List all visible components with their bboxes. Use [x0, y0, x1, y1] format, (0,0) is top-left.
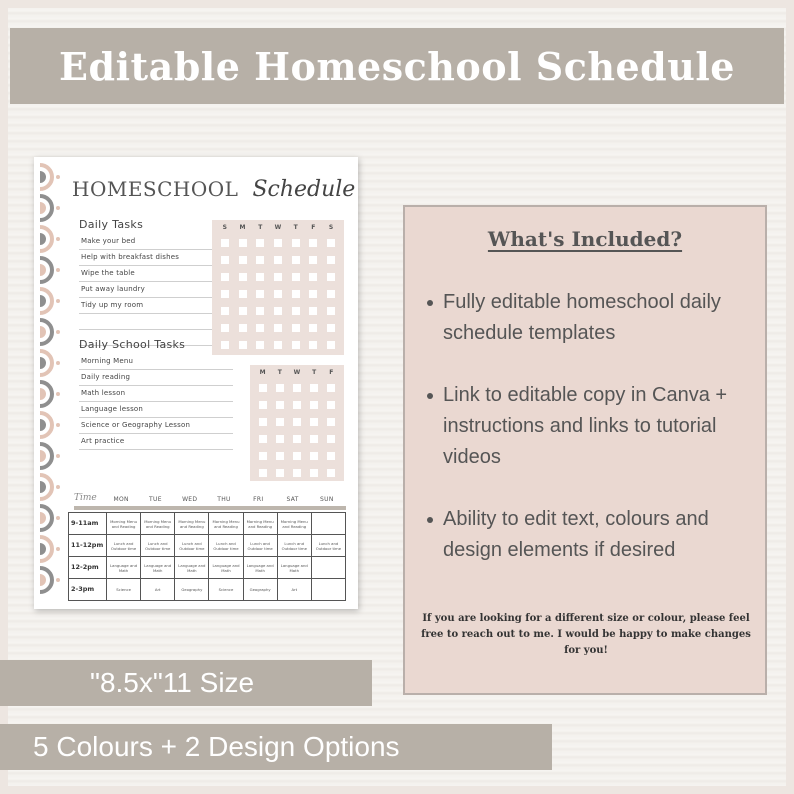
list-item: Put away laundry: [79, 282, 231, 298]
week-day-headers: [104, 496, 344, 503]
tracker-checkbox: [276, 469, 284, 477]
whats-included-panel: [403, 205, 767, 695]
tracker-checkbox: [309, 341, 317, 349]
tracker-day: M: [259, 369, 266, 376]
tracker-checkbox: [293, 384, 301, 392]
schedule-cell: Language and Math: [243, 557, 277, 579]
week-day: MON: [113, 496, 129, 503]
arch-dot: [56, 299, 60, 303]
tracker-checkbox: [256, 239, 264, 247]
tracker-row: [254, 384, 340, 392]
tracker-checkbox: [327, 341, 335, 349]
rainbow-arch-decoration: [34, 157, 64, 609]
schedule-cell: Geography: [175, 579, 209, 601]
tracker-row: [216, 256, 340, 264]
schedule-cell: Language and Math: [107, 557, 141, 579]
list-item: Wipe the table: [79, 266, 231, 282]
tracker-checkbox: [327, 307, 335, 315]
tracker-checkbox: [239, 290, 247, 298]
tracker-checkbox: [293, 401, 301, 409]
tracker-checkbox: [259, 384, 267, 392]
tracker-day: W: [274, 224, 282, 231]
schedule-sheet-preview: [34, 157, 358, 609]
tracker-checkbox: [327, 469, 335, 477]
list-item: Math lesson: [79, 386, 233, 402]
tracker-checkbox: [221, 273, 229, 281]
arch-dot: [56, 361, 60, 365]
arch-dot: [56, 330, 60, 334]
tracker-checkbox: [327, 239, 335, 247]
tracker-checkbox: [309, 307, 317, 315]
tracker-checkbox: [221, 290, 229, 298]
schedule-cell: Art: [277, 579, 311, 601]
arch-dot: [56, 175, 60, 179]
tracker-row: [254, 469, 340, 477]
week-day: WED: [182, 496, 198, 503]
tracker-checkbox: [309, 256, 317, 264]
tracker-checkbox: [259, 418, 267, 426]
schedule-cell: Lunch and Outdoor time: [141, 535, 175, 557]
schedule-cell: Morning Menu and Reading: [243, 513, 277, 535]
tracker-checkbox: [327, 401, 335, 409]
table-row: [69, 535, 346, 557]
tracker-day: T: [258, 224, 263, 231]
tracker-day: T: [277, 369, 282, 376]
schedule-cell: [311, 513, 345, 535]
schedule-cell: Language and Math: [209, 557, 243, 579]
tracker-checkbox: [293, 418, 301, 426]
tracker-checkbox: [256, 324, 264, 332]
title-banner: [10, 28, 784, 104]
tracker-checkbox: [309, 239, 317, 247]
options-banner: [0, 724, 552, 770]
tracker-checkbox: [256, 273, 264, 281]
banner-title: Editable Homeschool Schedule: [59, 43, 735, 89]
tracker-checkbox: [274, 273, 282, 281]
tracker-checkbox: [309, 324, 317, 332]
schedule-cell: Language and Math: [141, 557, 175, 579]
week-day: THU: [217, 496, 231, 503]
arch-fill: [40, 481, 46, 493]
arch-dot: [56, 206, 60, 210]
included-bullet-list: [425, 287, 745, 597]
tracker-row: [254, 418, 340, 426]
tracker-row: [216, 341, 340, 349]
school-tasks-heading: Daily School Tasks: [79, 338, 186, 351]
list-item: Science or Geography Lesson: [79, 418, 233, 434]
tracker-checkbox: [274, 256, 282, 264]
tracker-row: [216, 307, 340, 315]
schedule-cell: Art: [141, 579, 175, 601]
tracker-day: S: [222, 224, 227, 231]
tracker-checkbox: [274, 324, 282, 332]
tracker-checkbox: [310, 401, 318, 409]
arch-dot: [56, 237, 60, 241]
arch-fill: [40, 295, 46, 307]
tracker-checkbox: [292, 239, 300, 247]
schedule-cell: Lunch and Outdoor time: [243, 535, 277, 557]
list-item: Make your bed: [79, 234, 231, 250]
arch-dot: [56, 268, 60, 272]
arch-dot: [56, 454, 60, 458]
list-item: Tidy up my room: [79, 298, 231, 314]
arch-fill: [40, 357, 46, 369]
custom-request-note: If you are looking for a different size or colour, please feel free to reach out to me. I would be happy to make changes for you!: [421, 613, 751, 656]
tracker-checkbox: [293, 452, 301, 460]
tracker-row: [216, 324, 340, 332]
tracker-checkbox: [292, 273, 300, 281]
schedule-cell: Lunch and Outdoor time: [277, 535, 311, 557]
sheet-title-schedule: Schedule: [252, 177, 356, 202]
week-day: FRI: [253, 496, 264, 503]
arch-dot: [56, 423, 60, 427]
tracker-checkbox: [276, 418, 284, 426]
tracker-checkbox: [292, 341, 300, 349]
tracker-checkbox: [274, 307, 282, 315]
daily-tasks-heading: Daily Tasks: [79, 218, 144, 231]
tracker-checkbox: [309, 273, 317, 281]
school-tasks-list: [79, 354, 233, 450]
tracker-checkbox: [274, 239, 282, 247]
tracker-checkbox: [221, 324, 229, 332]
size-banner: [0, 660, 372, 706]
schedule-cell: Morning Menu and Reading: [209, 513, 243, 535]
tracker-checkbox: [256, 256, 264, 264]
tracker-day: T: [293, 224, 298, 231]
daily-tasks-tracker: [212, 220, 344, 355]
arch-fill: [40, 543, 46, 555]
tracker-checkbox: [276, 452, 284, 460]
tracker-checkbox: [239, 239, 247, 247]
tracker-checkbox: [259, 435, 267, 443]
tracker-days: [212, 220, 344, 231]
list-item: Daily reading: [79, 370, 233, 386]
list-item: Language lesson: [79, 402, 233, 418]
schedule-cell: [311, 579, 345, 601]
week-day: SUN: [320, 496, 334, 503]
arch-fill: [40, 233, 46, 245]
tracker-checkbox: [221, 341, 229, 349]
arch-dot: [56, 392, 60, 396]
tracker-checkbox: [239, 256, 247, 264]
schedule-cell: [311, 557, 345, 579]
tracker-checkbox: [256, 307, 264, 315]
arch-fill: [40, 419, 46, 431]
tracker-checkbox: [239, 307, 247, 315]
tracker-checkbox: [276, 384, 284, 392]
tracker-row: [216, 273, 340, 281]
tracker-checkbox: [256, 290, 264, 298]
tracker-checkbox-grid: [212, 231, 344, 349]
tracker-checkbox: [256, 341, 264, 349]
tracker-day: S: [328, 224, 334, 231]
tracker-day: F: [311, 224, 316, 231]
tracker-checkbox: [221, 239, 229, 247]
schedule-cell: Lunch and Outdoor time: [311, 535, 345, 557]
tracker-checkbox: [292, 290, 300, 298]
list-item: Help with breakfast dishes: [79, 250, 231, 266]
tracker-checkbox: [310, 452, 318, 460]
arch-fill: [40, 171, 46, 183]
tracker-checkbox: [259, 401, 267, 409]
table-row: [69, 579, 346, 601]
arch-fill: [40, 512, 46, 524]
tracker-checkbox: [293, 435, 301, 443]
options-label: 5 Colours + 2 Design Options: [33, 731, 400, 762]
weekly-schedule-table: [68, 512, 346, 601]
week-header-bar: [74, 506, 346, 510]
schedule-cell: Lunch and Outdoor time: [209, 535, 243, 557]
tracker-checkbox: [327, 418, 335, 426]
week-day: TUE: [149, 496, 162, 503]
tracker-checkbox: [276, 401, 284, 409]
tracker-day: F: [329, 369, 334, 376]
week-time-label: Time: [74, 493, 97, 503]
tracker-row: [254, 452, 340, 460]
arch-dot: [56, 547, 60, 551]
schedule-cell: Science: [209, 579, 243, 601]
tracker-checkbox-grid: [250, 376, 344, 477]
time-cell: 9-11am: [69, 513, 107, 535]
size-label: "8.5x"11 Size: [90, 667, 255, 698]
tracker-checkbox: [292, 256, 300, 264]
tracker-days: [250, 365, 344, 376]
tracker-day: M: [239, 224, 246, 231]
arch-dot: [56, 516, 60, 520]
arch-dot: [56, 578, 60, 582]
tracker-checkbox: [239, 324, 247, 332]
time-cell: 2-3pm: [69, 579, 107, 601]
list-item: [79, 314, 231, 330]
schedule-cell: Language and Math: [175, 557, 209, 579]
schedule-cell: Lunch and Outdoor time: [175, 535, 209, 557]
tracker-row: [216, 290, 340, 298]
tracker-checkbox: [221, 307, 229, 315]
schedule-cell: Morning Menu and Reading: [175, 513, 209, 535]
tracker-day: T: [312, 369, 317, 376]
tracker-checkbox: [259, 452, 267, 460]
arch-fill: [40, 202, 46, 214]
list-item: Link to editable copy in Canva + instructions and links to tutorial videos: [425, 380, 745, 473]
arch-dot: [56, 485, 60, 489]
tracker-checkbox: [292, 307, 300, 315]
tracker-day: W: [293, 369, 301, 376]
arch-fill: [40, 450, 46, 462]
schedule-cell: Morning Menu and Reading: [141, 513, 175, 535]
tracker-checkbox: [259, 469, 267, 477]
tracker-row: [254, 401, 340, 409]
tracker-checkbox: [292, 324, 300, 332]
arch-fill: [40, 326, 46, 338]
tracker-checkbox: [310, 435, 318, 443]
time-cell: 12-2pm: [69, 557, 107, 579]
tracker-row: [254, 435, 340, 443]
schedule-cell: Science: [107, 579, 141, 601]
tracker-checkbox: [310, 469, 318, 477]
tracker-checkbox: [327, 435, 335, 443]
tracker-checkbox: [327, 273, 335, 281]
list-item: Ability to edit text, colours and design elements if desired: [425, 504, 745, 566]
schedule-cell: Lunch and Outdoor time: [107, 535, 141, 557]
sheet-title: [72, 177, 355, 202]
list-item: Morning Menu: [79, 354, 233, 370]
list-item: Art practice: [79, 434, 233, 450]
schedule-cell: Morning Menu and Reading: [277, 513, 311, 535]
tracker-checkbox: [327, 384, 335, 392]
sheet-title-homeschool: HOMESCHOOL: [72, 177, 239, 201]
arch-fill: [40, 574, 46, 586]
table-row: [69, 557, 346, 579]
list-item: Fully editable homeschool daily schedule templates: [425, 287, 745, 349]
tracker-checkbox: [327, 324, 335, 332]
tracker-checkbox: [327, 290, 335, 298]
tracker-checkbox: [274, 290, 282, 298]
whats-included-heading: What's Included?: [487, 227, 683, 251]
tracker-checkbox: [309, 290, 317, 298]
tracker-checkbox: [274, 341, 282, 349]
arch-fill: [40, 264, 46, 276]
tracker-row: [216, 239, 340, 247]
time-cell: 11-12pm: [69, 535, 107, 557]
schedule-cell: Language and Math: [277, 557, 311, 579]
tracker-checkbox: [276, 435, 284, 443]
school-tasks-tracker: [250, 365, 344, 481]
tracker-checkbox: [310, 384, 318, 392]
tracker-checkbox: [327, 452, 335, 460]
schedule-cell: Geography: [243, 579, 277, 601]
tracker-checkbox: [293, 469, 301, 477]
tracker-checkbox: [327, 256, 335, 264]
tracker-checkbox: [239, 273, 247, 281]
tracker-checkbox: [221, 256, 229, 264]
arch-fill: [40, 388, 46, 400]
daily-tasks-list: [79, 234, 231, 346]
table-row: [69, 513, 346, 535]
tracker-checkbox: [310, 418, 318, 426]
tracker-checkbox: [239, 341, 247, 349]
schedule-cell: Morning Menu and Reading: [107, 513, 141, 535]
week-day: SAT: [286, 496, 299, 503]
